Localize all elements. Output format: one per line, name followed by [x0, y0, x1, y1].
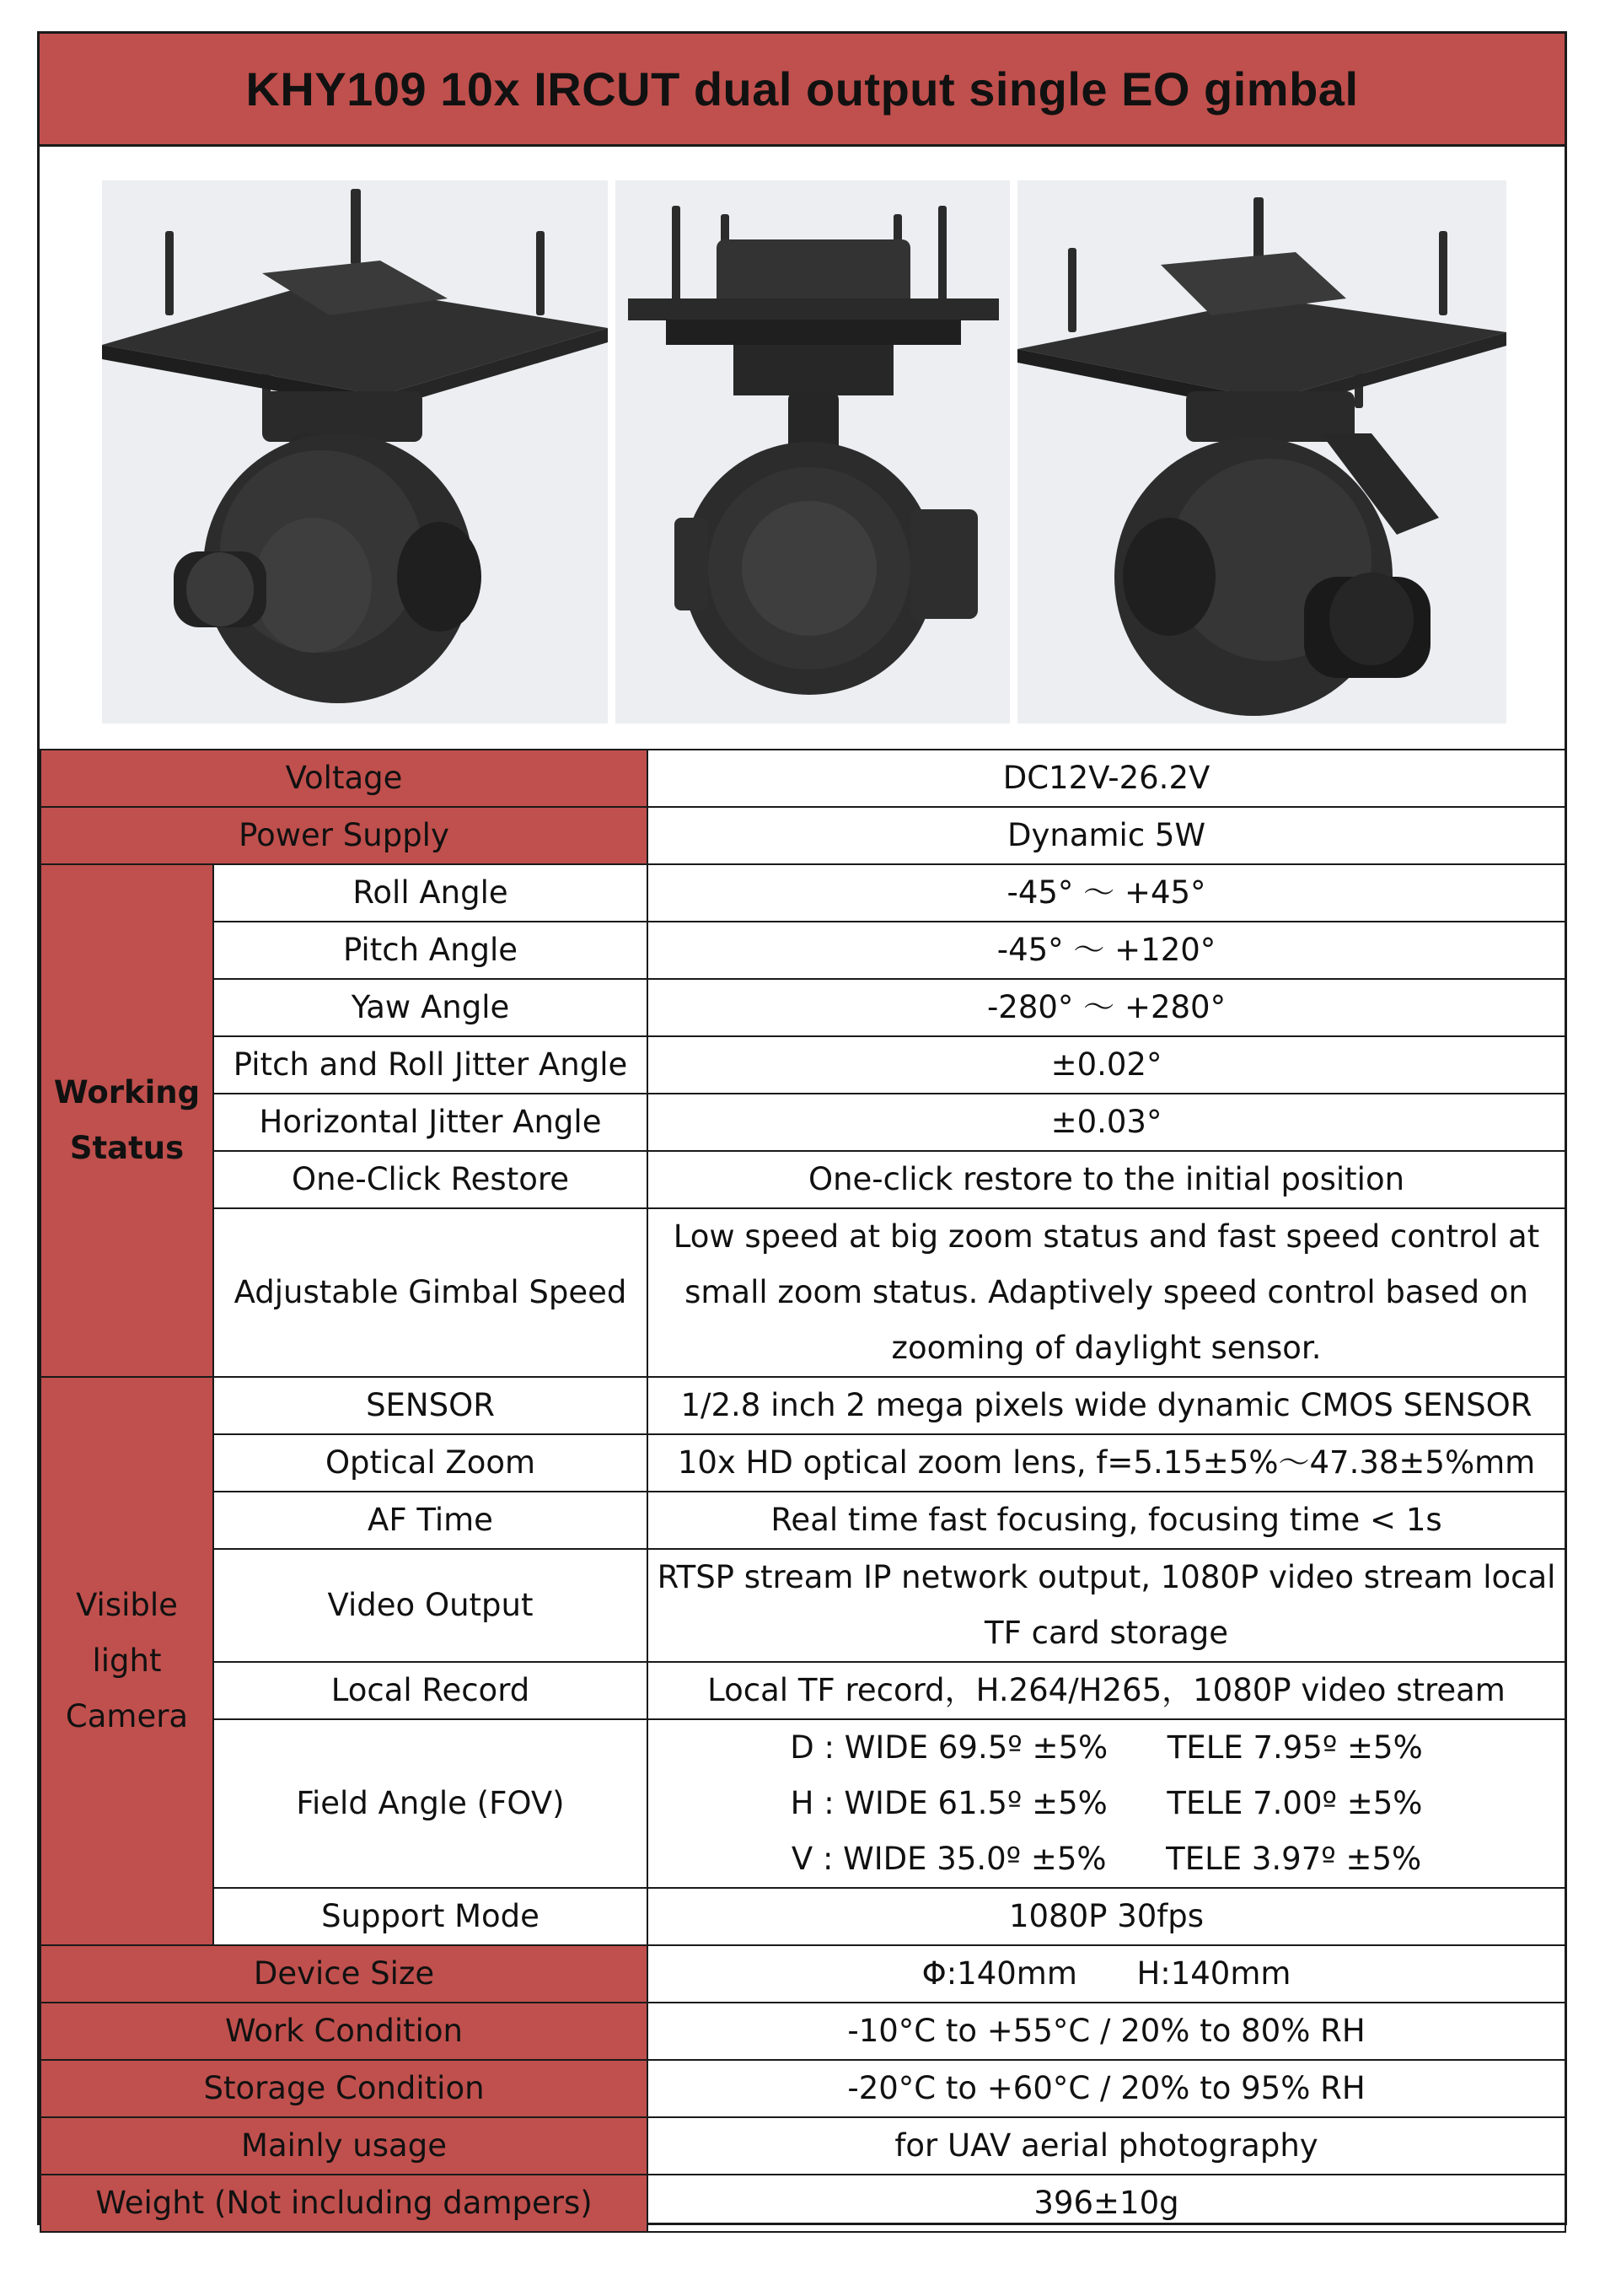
gimbal-front-view-illustration [615, 180, 1010, 723]
voltage-value: DC12V-26.2V [647, 750, 1565, 807]
usage-label: Mainly usage [40, 2117, 647, 2175]
gimbal-speed-value [647, 1208, 1565, 1377]
optical-zoom-label: Optical Zoom [213, 1434, 647, 1492]
title-bar [40, 34, 1565, 147]
pitch-roll-jitter-label: Pitch and Roll Jitter Angle [213, 1036, 647, 1094]
video-output-line2: TF card storage [985, 1615, 1229, 1651]
visible-camera-line3: Camera [65, 1698, 189, 1734]
gimbal-left-view-illustration [102, 180, 608, 723]
spec-row-optical-zoom [40, 1434, 1565, 1492]
yaw-angle-value: -280° ～ +280° [647, 979, 1565, 1036]
page-title: KHY109 10x IRCUT dual output single EO gimbal [245, 62, 1359, 116]
gimbal-right-view-image [1017, 180, 1506, 723]
one-click-restore-label: One-Click Restore [213, 1151, 647, 1208]
local-record-label: Local Record [213, 1662, 647, 1719]
working-status-line1: Working [53, 1074, 201, 1110]
roll-angle-label: Roll Angle [213, 864, 647, 922]
gimbal-front-view-image [615, 180, 1010, 723]
pitch-angle-label: Pitch Angle [213, 922, 647, 979]
voltage-label: Voltage [40, 750, 647, 807]
sensor-value: 1/2.8 inch 2 mega pixels wide dynamic CMOS SENSOR [647, 1377, 1565, 1434]
gimbal-speed-line1: Low speed at big zoom status and fast speed control at [673, 1218, 1540, 1255]
spec-row-fov [40, 1719, 1565, 1888]
fov-value [647, 1719, 1565, 1888]
gimbal-speed-line2: small zoom status. Adaptively speed control based on [684, 1274, 1528, 1310]
spec-row-voltage [40, 750, 1565, 807]
visible-camera-group-label [40, 1377, 213, 1945]
fov-vertical-line: V : WIDE 35.0º ±5% TELE 3.97º ±5% [791, 1841, 1422, 1877]
spec-row-yaw [40, 979, 1565, 1036]
af-time-label: AF Time [213, 1492, 647, 1549]
working-status-group-label [40, 864, 213, 1377]
device-size-value [647, 1945, 1565, 2003]
storage-condition-value: -20°C to +60°C / 20% to 95% RH [647, 2060, 1565, 2117]
spec-row-af-time [40, 1492, 1565, 1549]
storage-condition-label: Storage Condition [40, 2060, 647, 2117]
spec-row-h-jitter [40, 1094, 1565, 1151]
product-photos [40, 147, 1565, 749]
spec-row-pr-jitter [40, 1036, 1565, 1094]
visible-camera-line1: Visible [76, 1587, 178, 1623]
weight-label: Weight (Not including dampers) [40, 2175, 647, 2232]
visible-camera-line2: light [92, 1643, 162, 1679]
spec-row-power-supply [40, 807, 1565, 864]
video-output-line1: RTSP stream IP network output, 1080P video stream local [657, 1559, 1556, 1595]
spec-row-restore [40, 1151, 1565, 1208]
weight-value: 396±10g [647, 2175, 1565, 2232]
work-condition-value: -10°C to +55°C / 20% to 80% RH [647, 2003, 1565, 2060]
fov-horizontal-line: H : WIDE 61.5º ±5% TELE 7.00º ±5% [790, 1785, 1423, 1821]
usage-value: for UAV aerial photography [647, 2117, 1565, 2175]
optical-zoom-value: 10x HD optical zoom lens, f=5.15±5%～47.38±5%mm [647, 1434, 1565, 1492]
roll-angle-value: -45° ～ +45° [647, 864, 1565, 922]
spec-row-roll [40, 864, 1565, 922]
spec-row-usage [40, 2117, 1565, 2175]
video-output-label: Video Output [213, 1549, 647, 1662]
sensor-label: SENSOR [213, 1377, 647, 1434]
horizontal-jitter-value: ±0.03° [647, 1094, 1565, 1151]
spec-table [40, 749, 1566, 2233]
spec-row-weight [40, 2175, 1565, 2232]
pitch-roll-jitter-value: ±0.02° [647, 1036, 1565, 1094]
spec-row-support-mode [40, 1888, 1565, 1945]
support-mode-value: 1080P 30fps [647, 1888, 1565, 1945]
support-mode-label: Support Mode [213, 1888, 647, 1945]
one-click-restore-value: One-click restore to the initial position [647, 1151, 1565, 1208]
local-record-value: Local TF record，H.264/H265，1080P video stream [647, 1662, 1565, 1719]
work-condition-label: Work Condition [40, 2003, 647, 2060]
power-supply-value: Dynamic 5W [647, 807, 1565, 864]
power-supply-label: Power Supply [40, 807, 647, 864]
horizontal-jitter-label: Horizontal Jitter Angle [213, 1094, 647, 1151]
fov-diagonal-line: D : WIDE 69.5º ±5% TELE 7.95º ±5% [790, 1729, 1423, 1766]
spec-row-local-record [40, 1662, 1565, 1719]
spec-row-video-output [40, 1549, 1565, 1662]
pitch-angle-value: -45° ～ +120° [647, 922, 1565, 979]
spec-row-work-condition [40, 2003, 1565, 2060]
spec-row-sensor [40, 1377, 1565, 1434]
spec-sheet [37, 31, 1567, 2225]
gimbal-left-view-image [102, 180, 608, 723]
gimbal-speed-line3: zooming of daylight sensor. [891, 1330, 1322, 1366]
spec-row-pitch [40, 922, 1565, 979]
spec-row-gimbal-speed [40, 1208, 1565, 1377]
video-output-value [647, 1549, 1565, 1662]
gimbal-right-view-illustration [1017, 180, 1506, 723]
device-size-text: Φ:140mm H:140mm [921, 1955, 1291, 1992]
spec-row-storage-condition [40, 2060, 1565, 2117]
spec-row-device-size [40, 1945, 1565, 2003]
af-time-value: Real time fast focusing, focusing time < 1s [647, 1492, 1565, 1549]
working-status-line2: Status [69, 1130, 185, 1166]
device-size-label: Device Size [40, 1945, 647, 2003]
yaw-angle-label: Yaw Angle [213, 979, 647, 1036]
gimbal-speed-label: Adjustable Gimbal Speed [213, 1208, 647, 1377]
fov-label: Field Angle (FOV) [213, 1719, 647, 1888]
